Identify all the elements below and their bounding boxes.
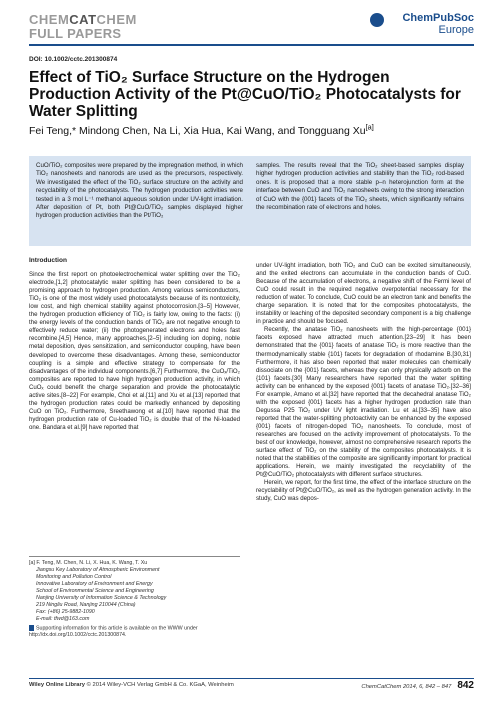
abstract-box xyxy=(29,156,471,246)
footnote-rule xyxy=(29,556,240,557)
footnote-line: Nanjing University of Information Science & Technology xyxy=(36,595,167,601)
footer-citation xyxy=(361,680,474,691)
footnote-line: Innovative Laboratory of Environment and Energy xyxy=(36,581,153,587)
author-list xyxy=(29,122,374,137)
footnote-line: 219 Ningliu Road, Nanjing 210044 (China) xyxy=(36,602,136,608)
footnote-line[interactable]: E-mail: tfwd@163.com xyxy=(36,616,90,622)
affiliation-footnote xyxy=(29,560,240,639)
author-affiliation-mark: [a] xyxy=(365,122,374,132)
supporting-info-icon xyxy=(29,625,34,631)
journal-name-part: CHEM xyxy=(96,12,137,27)
paragraph: Recently, the anatase TiO₂ nanosheets with the high-percentage {001} facets exposed have attracted much attention.[23–29] It has been demonstrated that the {001} facets of anatase TiO₂ is more reactive than the thermodynamically stable {101} facets for degradation of rhodamine B.[30,31] Furthermore, it has also been reported that water molecules can chemically dissociate on the {001} facets, whereas they can only physically adsorb on the {101} facets.[30] Many researchers have reported that the water splitting activity can be enhanced by the exposed {001} facets of anatase TiO₂.[32–36] For example, Amano et al.[32] have reported that the decahedral anatase TiO₂ with the exposed {001} facets has a higher hydrogen production rate than Degussa P25 TiO₂ under UV light irradiation. Lu et al.[33–35] have also reported that the water-splitting photoactivity can be enhanced by the exposed {001} facets of nitrogen-doped TiO₂ nanosheets. To conclude, most of researches are focused on the activity improvement of photocatalysts. To the best of our knowledge, however, almost no comprehensive research reports the surface effect of TiO₂ on the stability of the composites photocatalysts. It is noted that the stabilities of the composite are significantly important for practical applications. Herein, we mainly investigated the recyclability of the Pt@CuO/TiO₂ photocatalysts with different surface structures. xyxy=(256,326,471,479)
section-heading: Introduction xyxy=(29,257,67,264)
publisher-logo xyxy=(402,12,474,36)
footnote-line: Fax: (+86) 25-9882-1090 xyxy=(36,609,95,615)
abstract-right: samples. The results reveal that the TiO₂ sheet-based samples display higher hydrogen production activities and stability than the TiO₂ rod-based ones. It is proposed that a more stable p–n heterojunction form at the interface between CuO and TiO₂ nanosheets owing to the strong interaction of CuO with the {001} facets of the TiO₂ sheets, which significantly refrains the recombination rate of electrons and holes. xyxy=(256,162,464,212)
paragraph: Herein, we report, for the first time, the effect of the interface structure on the recyclability of Pt@CuO/TiO₂, as well as the hydrogen generation activity. In the study, CuO was depos- xyxy=(256,479,471,503)
abstract-left: CuO/TiO₂ composites were prepared by the impregnation method, in which TiO₂ nanosheets and nanorods are used as the precursors, respectively. We investigated the effect of the TiO₂ surface structure on the activity and recyclability of the photocatalysts. The hydrogen production activities were tested in a 3 mol L⁻¹ methanol aqueous solution under UV-light irradiation. After deposition of Pt, both Pt@CuO/TiO₂ samples displayed higher hydrogen production activities than the Pt/TiO₂ xyxy=(36,162,243,220)
header-rule xyxy=(29,44,474,46)
publisher-name: ChemPubSoc xyxy=(402,12,474,24)
doi[interactable]: DOI: 10.1002/cctc.201300874 xyxy=(29,56,118,63)
page-number: 842 xyxy=(457,680,474,691)
footer-rule xyxy=(29,678,474,679)
wiley-online-library-link[interactable]: Wiley Online Library xyxy=(29,682,85,688)
journal-name-part: CAT xyxy=(69,12,97,27)
left-column xyxy=(29,257,240,432)
journal-logo xyxy=(29,13,137,26)
citation-text: ChemCatChem 2014, 6, 842 – 847 xyxy=(361,684,452,690)
publisher-logo-icon xyxy=(370,13,384,27)
journal-name-part: CHEM xyxy=(29,12,70,27)
footnote-line: School of Environmental Science and Engineering xyxy=(36,588,154,594)
article-title: Effect of TiO₂ Surface Structure on the Hydrogen Production Activity of the Pt@CuO/TiO₂ Photocatalysts for Water Splitting xyxy=(29,69,461,120)
footnote-line: Jiangsu Key Laboratory of Atmospheric Environment xyxy=(36,567,160,573)
supporting-info-note[interactable]: Supporting information for this article is available on the WWW under http://dx.doi.org/10.1002/cctc.201300874. xyxy=(29,625,198,639)
footnote-line: Monitoring and Pollution Control xyxy=(36,574,112,580)
publisher-region: Europe xyxy=(438,24,474,36)
section-label: FULL PAPERS xyxy=(29,26,122,41)
authors: Fei Teng,* Mindong Chen, Na Li, Xia Hua, Kai Wang, and Tongguang Xu xyxy=(29,125,366,137)
copyright-text: © 2014 Wiley-VCH Verlag GmbH & Co. KGaA, Weinheim xyxy=(86,682,234,688)
paragraph: Since the first report on photoelectrochemical water splitting over the TiO₂ electrode,[1,2] photocatalytic water splitting has been considered to be a promising approach to hydrogen production. Among various semiconductors, TiO₂ is one of the most widely used photocatalysts because of its nontoxicity, low cost, and high chemical stability against photocorrosion.[3–5] However, the hydrogen production efficiency of TiO₂ is fairly low, owing to the facts: (i) the energy levels of the conduction bands of TiO₂ are not negative enough to effectively reduce water; (ii) the photogenerated electrons and holes fast recombine.[4,5] Hence, many approaches,[2–5] including ion doping, noble metal deposition, dyes sensitization, and semiconductor coupling, have been developed to overcome these disadvantages. Among these, semiconductor coupling is a simple and effective strategy to compensate for the disadvantages of the individual components.[6,7] Furthermore, the CuOₓ/TiO₂ composites are reported to have high hydrogen production activity, in which CuOₓ could benefit the charge separation and provide the photocatalytic active sites.[8–22] For example, Choi et al.[11] and Xu et al.[13] reported that the hydrogen production rates could be markedly enhanced by depositing CuO on TiO₂. Furthermore, Sreethawong et al.[10] have reported that the hydrogen production rate of Cu-loaded TiO₂ is double that of the Ni-loaded one. Bandara et al.[9] have reported that xyxy=(29,271,240,431)
right-column xyxy=(256,262,471,503)
footer-copyright xyxy=(29,682,234,688)
footnote-line: [a] F. Teng, M. Chen, N. Li, X. Hua, K. Wang, T. Xu xyxy=(29,560,148,566)
paragraph: under UV-light irradiation, both TiO₂ and CuO can be excited simultaneously, and the exited electrons can accumulate in the conduction bands of CuO. Because of the accumulation of electrons, a negative shift of the Fermi level of CuO could result in the required negative overpotential necessary for the reduction of water. To conclude, CuO could be an electron tank and benefits the charge separation. It is noted that for the composites photocatalysts, the instability or leaching of the deposited secondary component is a big challenge in practice and should be focused. xyxy=(256,262,471,326)
